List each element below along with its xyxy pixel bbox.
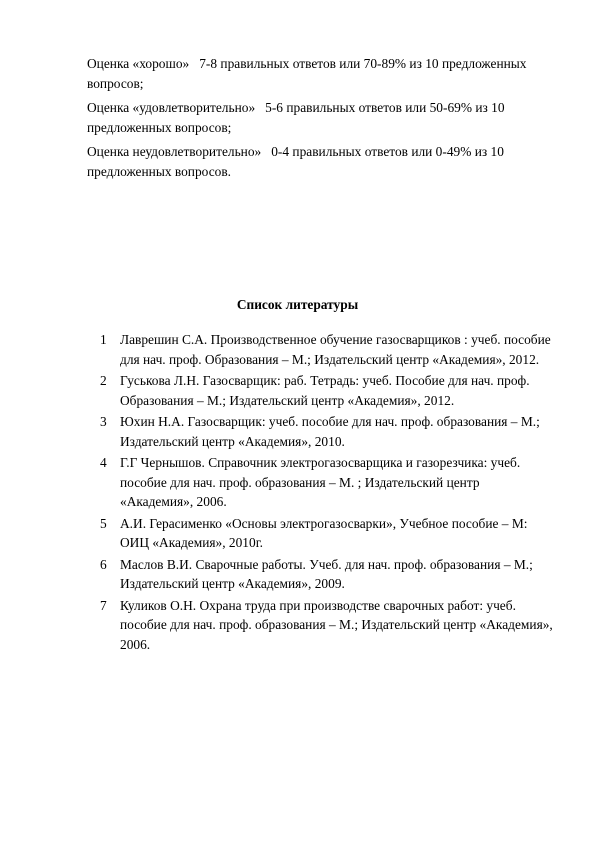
list-item (100, 371, 555, 410)
grade-text: 7-8 правильных ответов или 70-89% из 10 предложенных вопросов; (87, 56, 527, 91)
list-item (100, 514, 555, 553)
grade-satisfactory (87, 98, 557, 138)
item-number: 3 (100, 414, 107, 429)
item-text: Куликов О.Н. Охрана труда при производстве сварочных работ: учеб. пособие для нач. проф. образования – М.; Издательский центр «Академия», 2006. (120, 597, 553, 652)
grade-unsatisfactory (87, 142, 557, 182)
item-number: 2 (100, 373, 107, 388)
grade-label: Оценка неудовлетворительно» (87, 144, 262, 159)
item-text: Гуськова Л.Н. Газосварщик: раб. Тетрадь: учеб. Пособие для нач. проф. Образования – М.; Издательский центр «Академия», 2012. (120, 373, 530, 408)
grade-text: 0-4 правильных ответов или 0-49% из 10 предложенных вопросов. (87, 144, 504, 179)
references-title: Список литературы (236, 297, 359, 312)
grading-criteria (87, 54, 557, 186)
item-number: 7 (100, 597, 107, 613)
item-number: 5 (100, 515, 107, 531)
item-text: Лаврешин С.А. Производственное обучение газосварщиков : учеб. пособие для нач. проф. Образования – М.; Издательский центр «Академия», 2012. (120, 332, 551, 367)
item-text: Маслов В.И. Сварочные работы. Учеб. для нач. проф. образования – М.; Издательский центр «Академия», 2009. (120, 556, 533, 591)
item-text: А.И. Герасименко «Основы электрогазосварки», Учебное пособие – М: ОИЦ «Академия», 2010г. (120, 515, 528, 550)
item-number: 1 (100, 332, 107, 347)
grade-label: Оценка «удовлетворительно» (87, 100, 256, 115)
references-list (100, 330, 555, 656)
item-number: 4 (100, 455, 107, 470)
list-item (100, 555, 555, 594)
list-item (100, 412, 555, 451)
list-item (100, 596, 555, 655)
list-item (100, 330, 555, 369)
grade-good (87, 54, 557, 94)
item-text: Юхин Н.А. Газосварщик: учеб. пособие для нач. проф. образования – М.; Издательский центр «Академия», 2010. (120, 414, 540, 449)
item-text: Г.Г Чернышов. Справочник электрогазосварщика и газорезчика: учеб. пособие для нач. проф. образования – М. ; Издательский центр «Академия», 2006. (120, 455, 521, 509)
grade-text: 5-6 правильных ответов или 50-69% из 10 предложенных вопросов; (87, 100, 505, 135)
item-number: 6 (100, 556, 107, 572)
grade-label: Оценка «хорошо» (87, 56, 190, 71)
list-item (100, 453, 555, 512)
